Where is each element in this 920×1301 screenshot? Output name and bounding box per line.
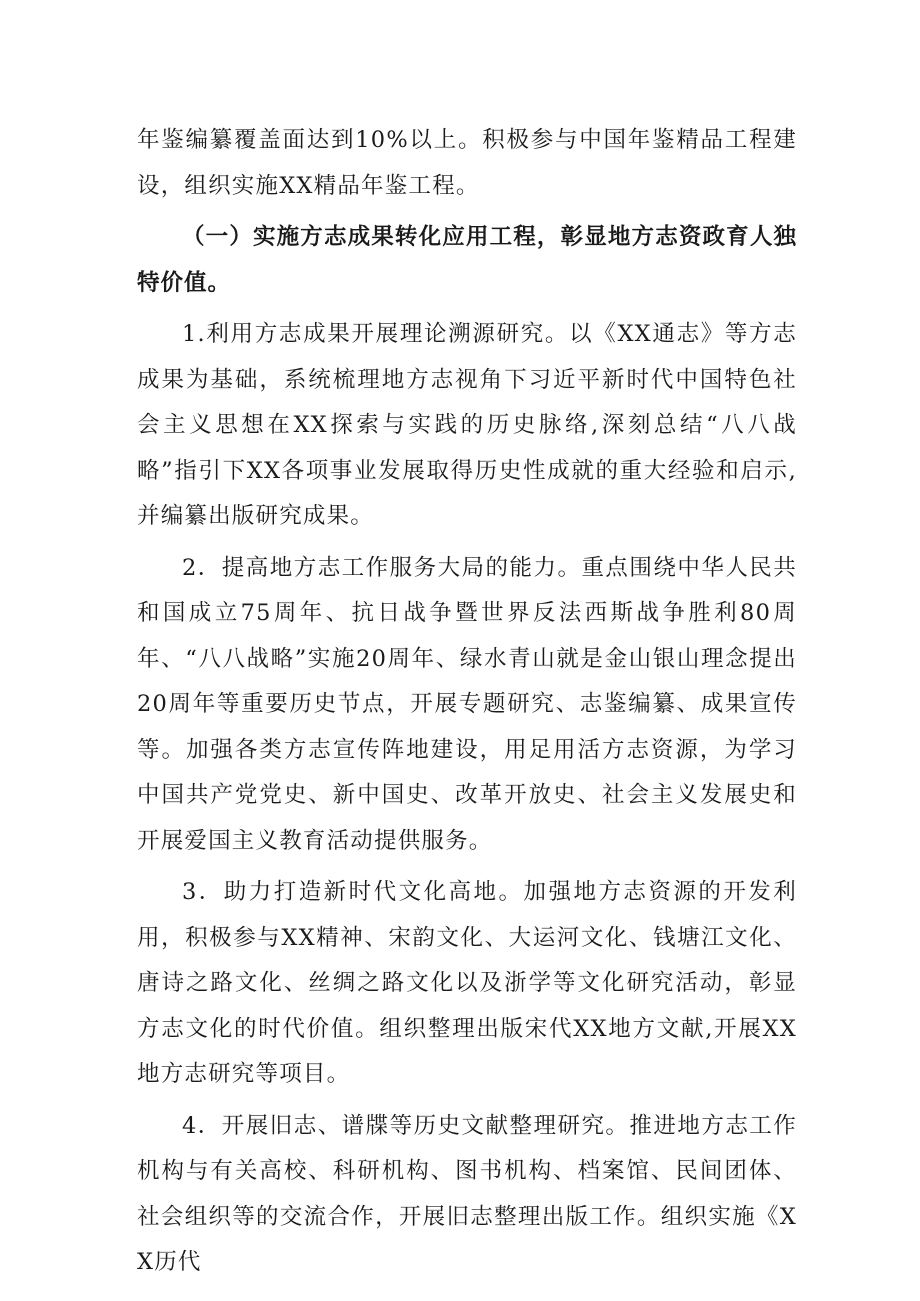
document-page [137, 118, 797, 1286]
paragraph-item-3: 3．助力打造新时代文化高地。加强地方志资源的开发利用，积极参与XX精神、宋韵文化、大运河文化、钱塘江文化、唐诗之路文化、丝绸之路文化以及浙学等文化研究活动，彰显方志文化的时代价值。组织整理出版宋代XX地方文献,开展XX地方志研究等项目。 [137, 879, 797, 1087]
paragraph-item-4: 4．开展旧志、谱牒等历史文献整理研究。推进地方志工作机构与有关高校、科研机构、图书机构、档案馆、民间团体、社会组织等的交流合作，开展旧志整理出版工作。组织实施《XX历代 [137, 1112, 797, 1275]
paragraph-continuation: 年鉴编纂覆盖面达到10%以上。积极参与中国年鉴精品工程建设，组织实施XX精品年鉴工程。 [137, 127, 797, 199]
section-heading: （一）实施方志成果转化应用工程，彰显地方志资政育人独特价值。 [137, 224, 797, 296]
paragraph-item-2: 2．提高地方志工作服务大局的能力。重点围绕中华人民共和国成立75周年、抗日战争暨世界反法西斯战争胜利80周年、“八八战略”实施20周年、绿水青山就是金山银山理念提出20周年等重要历史节点，开展专题研究、志鉴编纂、成果宣传等。加强各类方志宣传阵地建设，用足用活方志资源，为学习中国共产党党史、新中国史、改革开放史、社会主义发展史和开展爱国主义教育活动提供服务。 [137, 554, 797, 854]
paragraph-item-1: 1.利用方志成果开展理论溯源研究。以《XX通志》等方志成果为基础，系统梳理地方志视角下习近平新时代中国特色社会主义思想在XX探索与实践的历史脉络,深刻总结“八八战略”指引下XX各项事业发展取得历史性成就的重大经验和启示,并编纂出版研究成果。 [137, 321, 797, 529]
